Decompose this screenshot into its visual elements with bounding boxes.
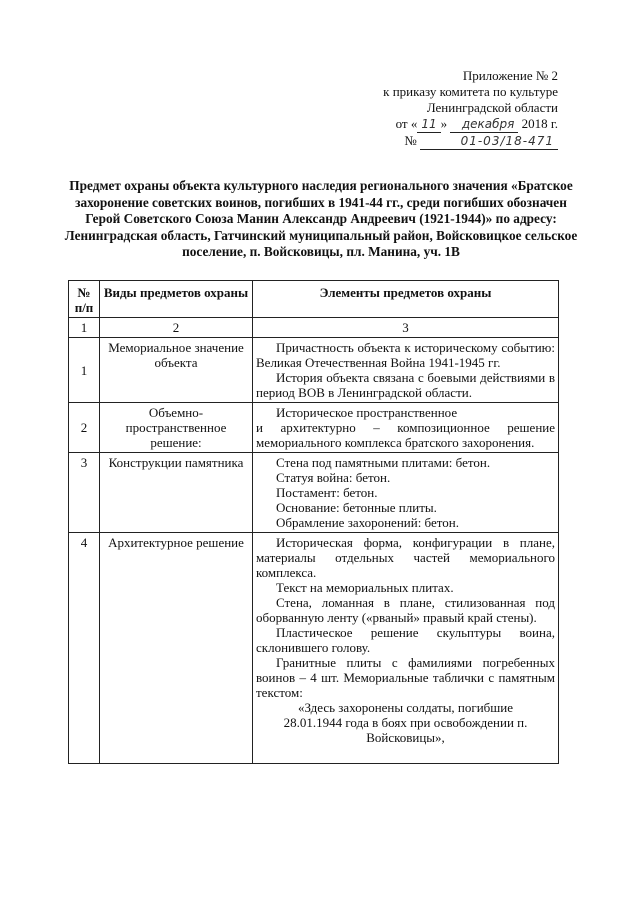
date-month: декабря xyxy=(450,116,518,133)
row-kind: Объемно-пространственное решение: xyxy=(100,403,253,453)
col-header-kind: Виды предметов охраны xyxy=(100,281,253,318)
row-number: 4 xyxy=(69,533,100,764)
table-row xyxy=(69,338,559,403)
order-number xyxy=(383,133,558,150)
document-header xyxy=(383,68,558,150)
protection-table xyxy=(68,280,559,764)
col-number-2: 2 xyxy=(100,318,253,338)
date-day: 11 xyxy=(417,116,440,133)
element-text: Историческая форма, конфигурации в плане, материалы отдельных частей мемориального комплекса. xyxy=(256,535,555,580)
table-row xyxy=(69,403,559,453)
date-year: 2018 г. xyxy=(521,116,558,131)
row-number: 2 xyxy=(69,403,100,453)
table-header-row xyxy=(69,281,559,318)
col-header-number: № п/п xyxy=(69,281,100,318)
date-prefix: от « xyxy=(395,116,418,131)
table-row xyxy=(69,453,559,533)
document-title: Предмет охраны объекта культурного наследия регионального значения «Братское захоронение советских воинов, погибших в 1941-44 гг., среди погибших обозначен Герой Советского Союза Манин Александр Андреевич (1921-1944)» по адресу: Ленинградская область, Гатчинский муниципальный район, Войсковицкое сельское поселение, п. Войсковицы, пл. Манина, уч. 1В xyxy=(64,178,578,259)
element-text: Основание: бетонные плиты. xyxy=(276,500,437,515)
element-text: Постамент: бетон. xyxy=(276,485,378,500)
table-row xyxy=(69,533,559,764)
row-kind: Мемориальное значение объекта xyxy=(100,338,253,403)
col-number-1: 1 xyxy=(69,318,100,338)
element-text: Пластическое решение скульптуры воина, склонившего голову. xyxy=(256,625,555,655)
row-elements xyxy=(253,403,559,453)
memorial-quote: «Здесь захоронены солдаты, погибшие 28.01.1944 года в боях при освобождении п. Войсковицы», xyxy=(283,700,528,745)
element-text: Текст на мемориальных плитах. xyxy=(276,580,454,595)
element-text: Статуя война: бетон. xyxy=(276,470,391,485)
row-elements xyxy=(253,453,559,533)
col-number-3: 3 xyxy=(253,318,559,338)
element-text: Стена под памятными плитами: бетон. xyxy=(276,455,491,470)
number-value: 01-03/18-471 xyxy=(420,133,558,150)
order-reference: к приказу комитета по культуре xyxy=(383,84,558,99)
appendix-label: Приложение № 2 xyxy=(462,68,558,83)
col-header-elements: Элементы предметов охраны xyxy=(253,281,559,318)
order-date xyxy=(383,116,558,133)
row-kind: Архитектурное решение xyxy=(100,533,253,764)
row-elements xyxy=(253,533,559,764)
element-text: Стена, ломанная в плане, стилизованная под оборванную ленту («рваный» правый край стены). xyxy=(256,595,555,625)
date-mid: » xyxy=(440,116,448,131)
row-kind: Конструкции памятника xyxy=(100,453,253,533)
element-text: Гранитные плиты с фамилиями погребенных воинов – 4 шт. Мемориальные таблички с памятным текстом: xyxy=(256,655,555,700)
row-number: 1 xyxy=(69,338,100,403)
row-elements xyxy=(253,338,559,403)
element-text: Обрамление захоронений: бетон. xyxy=(276,515,459,530)
element-text: и архитектурно – композиционное решение мемориального комплекса братского захоронения. xyxy=(256,420,555,450)
element-text: Историческое пространственное xyxy=(276,405,458,420)
column-number-row xyxy=(69,318,559,338)
region-name: Ленинградской области xyxy=(426,100,558,115)
number-prefix: № xyxy=(404,133,417,148)
element-text: Причастность объекта к историческому событию: Великая Отечественная Война 1941-1945 гг. xyxy=(256,340,555,370)
row-number: 3 xyxy=(69,453,100,533)
element-text: История объекта связана с боевыми действиями в период ВОВ в Ленинградской области. xyxy=(256,370,555,400)
